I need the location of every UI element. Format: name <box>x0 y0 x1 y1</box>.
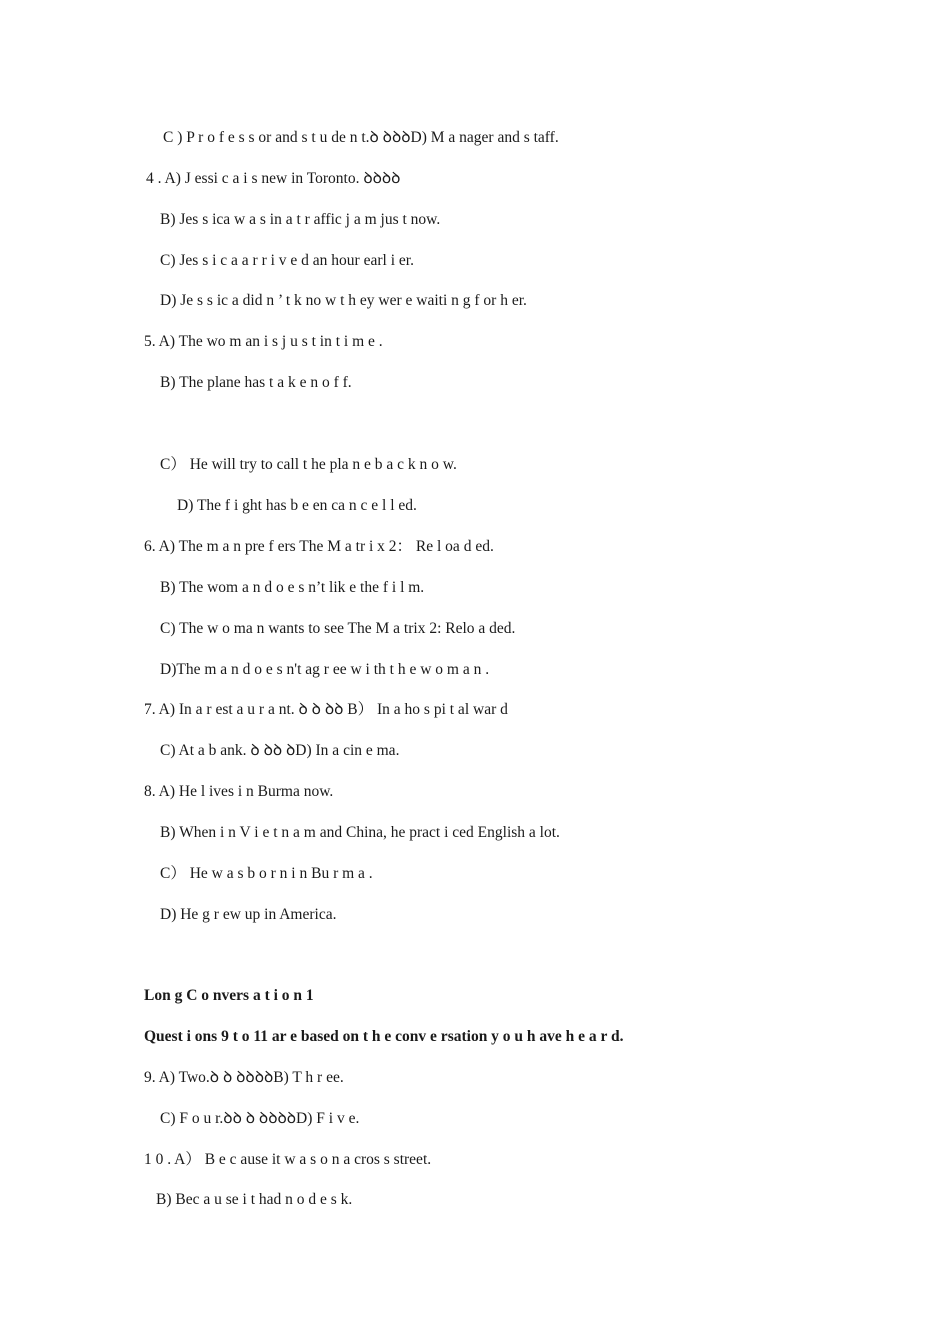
question-10-option-b: B) Bec a u se i t had n o d e s k. <box>156 1191 353 1208</box>
question-5-option-d: D) The f i ght has b e en ca n c e l l ed. <box>177 497 417 514</box>
question-6-option-b: B) The wom a n d o e s n’t lik e the f i l m. <box>160 579 425 596</box>
question-4-option-b: B) Jes s ica w a s in a t r affic j a m jus t now. <box>160 211 441 228</box>
question-7-options-a-b: 7. A) In a r est a u r a nt. ꝺ ꝺ ꝺꝺ B） In a ho s pi t al war d <box>144 701 508 718</box>
question-8-option-c: C） He w a s b o r n i n Bu r m a . <box>160 865 373 882</box>
question-4-option-a: 4 . A) J essi c a i s new in Toronto. ꝺꝺꝺꝺ <box>146 170 401 187</box>
question-4-option-c: C) Jes s i c a a r r i v e d an hour earl i er. <box>160 252 414 269</box>
question-9-options-c-d: C) F o u r.ꝺꝺ ꝺ ꝺꝺꝺꝺD) F i v e. <box>160 1110 360 1127</box>
question-5-option-a: 5. A) The wo m an i s j u s t in t i m e . <box>144 333 383 350</box>
question-10-option-a: 1 0 . A） B e c ause it w a s o n a cros s street. <box>144 1151 432 1168</box>
question-8-option-b: B) When i n V i e t n a m and China, he pract i ced English a lot. <box>160 824 560 841</box>
question-9-options-a-b: 9. A) Two.ꝺ ꝺ ꝺꝺꝺꝺB) T h r ee. <box>144 1069 344 1086</box>
question-7-options-c-d: C) At a b ank. ꝺ ꝺꝺ ꝺD) In a cin e ma. <box>160 742 400 759</box>
question-8-option-a: 8. A) He l ives i n Burma now. <box>144 783 334 800</box>
answer-option-3c-3d: C ) P r o f e s s or and s t u de n t.ꝺ ꝺꝺꝺD) M a nager and s taff. <box>163 129 559 146</box>
question-6-option-c: C) The w o ma n wants to see The M a trix 2: Relo a ded. <box>160 620 516 637</box>
question-5-option-b: B) The plane has t a k e n o f f. <box>160 374 352 391</box>
question-8-option-d: D) He g r ew up in America. <box>160 906 337 923</box>
section-instructions: Quest i ons 9 t o 11 ar e based on t h e conv e rsation y o u h ave h e a r d. <box>144 1028 624 1045</box>
question-4-option-d: D) Je s s ic a did n ’ t k no w t h ey wer e waiti n g f or h er. <box>160 292 527 309</box>
question-5-option-c: C） He will try to call t he pla n e b a c k n o w. <box>160 456 457 473</box>
question-6-option-a: 6. A) The m a n pre f ers The M a tr i x 2： Re l oa d ed. <box>144 538 494 555</box>
question-6-option-d: D)The m a n d o e s n't ag r ee w i th t h e w o m a n . <box>160 661 490 678</box>
section-heading: Lon g C o nvers a t i o n 1 <box>144 987 314 1004</box>
